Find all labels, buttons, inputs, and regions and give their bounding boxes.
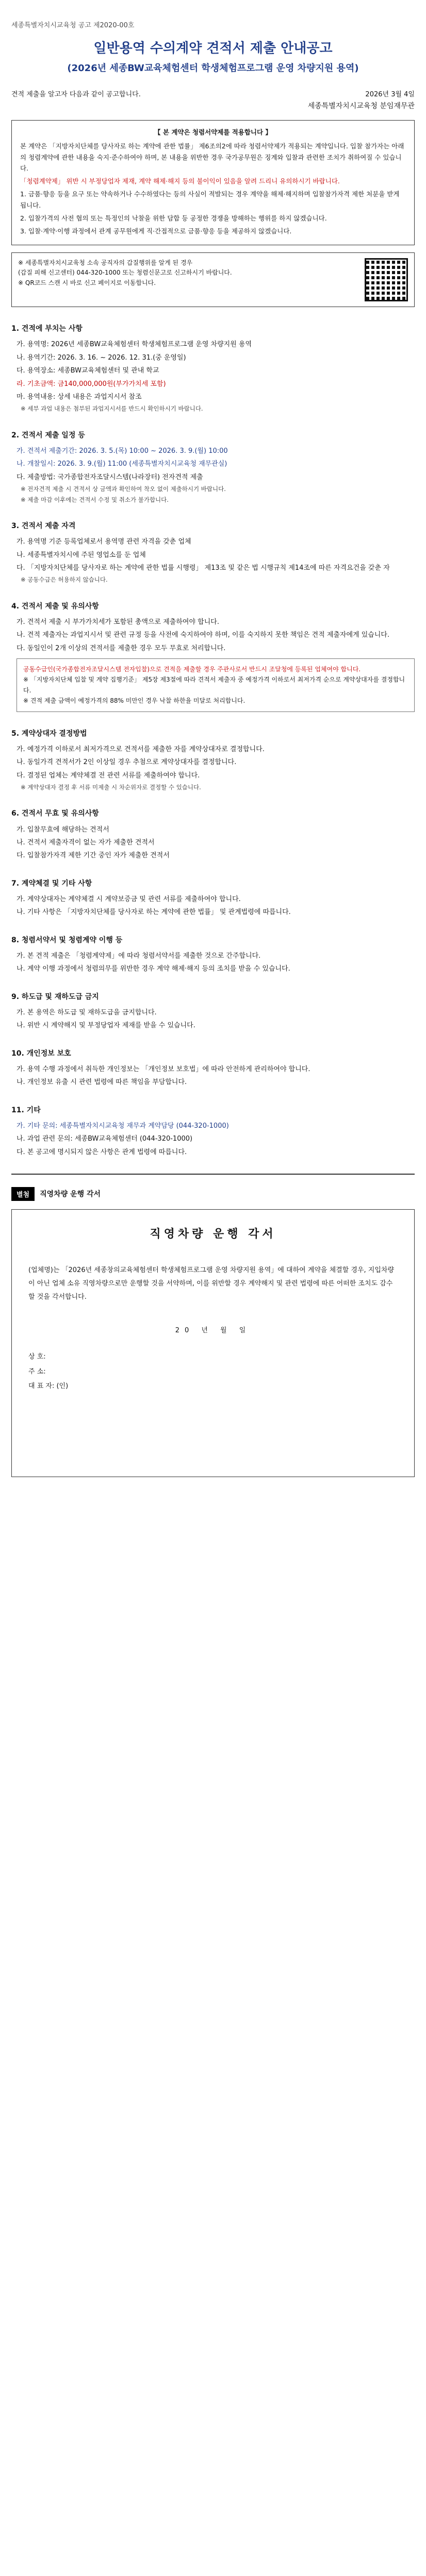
annex-title: 직영차량 운행 각서 [40,1190,101,1199]
section-line: 나. 용역기간: 2026. 3. 16. ~ 2026. 12. 31.(중 운영일) [17,353,186,362]
section-note: ※ 계약상대자 결정 후 서류 미제출 시 차순위자로 결정할 수 있습니다. [21,783,201,791]
form-company: 상 호: [28,1352,46,1361]
section-line: 나. 동일가격 견적서가 2인 이상일 경우 추첨으로 계약상대자를 결정합니다. [17,758,237,767]
section-line: 가. 본 용역은 하도급 및 재하도급을 금지합니다. [17,1008,157,1016]
intro-text: 견적 제출을 알고자 다음과 같이 공고합니다. [11,91,141,98]
section-line: 다. 입찰참가자격 제한 기간 중인 자가 제출한 견적서 [17,852,170,860]
annex-section [11,1187,415,1477]
section-line: 나. 개인정보 유출 시 관련 법령에 따른 책임을 부담합니다. [17,1078,187,1087]
report-line: ※ 세종특별자치시교육청 소속 공직자의 갑질행위를 알게 된 경우 [18,259,193,267]
section-4 [11,600,415,712]
section-inner-box [17,658,415,712]
section-line: 가. 용역명: 2026년 세종BW교육체험센터 학생체험프로그램 운영 차량지원 용역 [17,341,252,349]
section-line: 나. 위반 시 계약해지 및 부정당업자 제재를 받을 수 있습니다. [17,1022,195,1030]
section-title: 6. 견적서 무효 및 유의사항 [11,809,99,818]
section-3 [11,520,415,585]
section-line: 마. 용역내용: 상세 내용은 과업지시서 참조 [17,393,142,401]
section-line: 다. 결정된 업체는 계약체결 전 관련 서류를 제출하여야 합니다. [17,771,200,779]
notice-number: 세종특별자치시교육청 공고 제2020-00호 [11,22,135,29]
inner-line: ※ 「지방자치단체 입찰 및 계약 집행기준」 제5장 제3절에 따라 견적서 제출자 중 예정가격 이하로서 최저가격 순으로 계약상대자를 결정합니다. [23,676,405,694]
integrity-item: 3. 입찰·계약·이행 과정에서 관계 공무원에게 직·간접적으로 금품·향응 등을 제공하지 않겠습니다. [20,227,292,235]
section-line: 나. 계약 이행 과정에서 청렴의무를 위반한 경우 계약 해제·해지 등의 조치를 받을 수 있습니다. [17,965,290,973]
annex-header [11,1187,415,1201]
section-title: 4. 견적서 제출 및 유의사항 [11,602,99,611]
form-ceo: 대 표 자: (인) [28,1382,69,1391]
section-line: 가. 용역명 기준 등록업체로서 용역명 관련 자격을 갖춘 업체 [17,538,191,546]
section-2 [11,429,415,504]
section-line: 나. 과업 관련 문의: 세종BW교육체험센터 (044-320-1000) [17,1135,193,1143]
section-note: ※ 전자견적 제출 시 견적서 상 금액과 확인하여 착오 없이 제출하시기 바랍니다. [21,485,226,493]
section-7 [11,877,415,919]
section-line: 가. 견적서 제출기간: 2026. 3. 5.(목) 10:00 ~ 2026. 3. 9.(월) 10:00 [17,447,228,455]
inner-line: ※ 견적 제출 금액이 예정가격의 88% 미만인 경우 낙찰 하한율 미달로 처리합니다. [23,697,245,705]
integrity-warning: 「청렴계약제」 위반 시 부정당업자 제재, 계약 해제·해지 등의 불이익이 있음을 알려 드리니 유의하시기 바랍니다. [20,177,340,185]
section-title: 8. 청렴서약서 및 청렴계약 이행 등 [11,936,123,944]
integrity-notice-paragraph: 본 계약은 「지방자치단체를 당사자로 하는 계약에 관한 법률」 제6조의2에 따라 청렴서약제가 적용되는 계약입니다. 입찰 참가자는 아래의 청렴계약에 관한 내용을 숙지·준수하여야 하며, 본 내용을 위반한 경우 국가공무원은 징계와 입찰과 관련한 조치가 취하여질 수 있습니다. [20,142,404,172]
section-line: 가. 용역 수행 과정에서 취득한 개인정보는 「개인정보 보호법」에 따라 안전하게 관리하여야 합니다. [17,1065,310,1073]
section-line: 가. 본 견적 제출은 「청렴계약제」에 따라 청렴서약서를 제출한 것으로 간주합니다. [17,952,261,960]
form-address: 주 소: [28,1367,46,1376]
section-line: 나. 세종특별자치시에 주된 영업소를 둔 업체 [17,551,146,559]
integrity-notice-box [11,120,415,245]
form-signature-block [28,1350,398,1394]
section-title: 10. 개인정보 보호 [11,1049,71,1058]
annex-badge: 별첨 [11,1187,35,1201]
section-9 [11,991,415,1032]
section-line: 가. 견적서 제출 시 부가가치세가 포함된 총액으로 제출하여야 합니다. [17,618,219,626]
section-line: 가. 기타 문의: 세종특별자치시교육청 재무과 계약담당 (044-320-1000) [17,1122,229,1130]
section-line: 다. 「지방자치단체를 당사자로 하는 계약에 관한 법률 시행령」 제13조 및 같은 법 시행규칙 제14조에 따른 자격요건을 갖춘 자 [17,564,390,572]
section-8 [11,934,415,975]
section-note: ※ 제출 마감 이후에는 견적서 수정 및 취소가 불가합니다. [21,496,169,503]
section-title: 1. 견적에 부치는 사항 [11,325,83,333]
intro-row [11,89,415,98]
form-title: 직영차량 운행 각서 [150,1227,276,1241]
inner-line: 공동수급인(국가종합전자조달시스템 전자입찰)으로 견적을 제출할 경우 주관사로서 반드시 조달청에 등록된 업체여야 합니다. [23,666,361,673]
section-11 [11,1104,415,1158]
section-1 [11,323,415,414]
qr-code-icon[interactable] [365,258,408,301]
section-line: 가. 계약상대자는 계약체결 시 계약보증금 및 관련 서류를 제출하여야 합니다. [17,895,241,903]
section-note: ※ 공동수급은 허용하지 않습니다. [21,576,108,584]
pledge-form [11,1209,415,1477]
form-date: 20 년 월 일 [175,1326,251,1334]
section-line: 나. 견적 제출자는 과업지시서 및 관련 규정 등을 사전에 숙지하여야 하며, 이를 숙지하지 못한 책임은 견적 제출자에게 있습니다. [17,631,390,639]
section-title: 5. 계약상대자 결정방법 [11,729,87,738]
section-line: 나. 견적서 제출자격이 없는 자가 제출한 견적서 [17,838,155,846]
report-line: ※ QR코드 스캔 시 바로 신고 페이지로 이동합니다. [18,279,156,286]
section-note: ※ 세부 과업 내용은 첨부된 과업지시서를 반드시 확인하시기 바랍니다. [21,405,203,413]
section-title: 11. 기타 [11,1106,41,1114]
section-title: 9. 하도급 및 재하도급 금지 [11,992,99,1001]
report-center-text [18,258,358,301]
section-5 [11,727,415,792]
section-line: 라. 기초금액: 금140,000,000원(부가가치세 포함) [17,380,166,388]
integrity-item: 2. 입찰가격의 사전 협의 또는 특정인의 낙찰을 위한 담합 등 공정한 경쟁을 방해하는 행위를 하지 않겠습니다. [20,214,327,222]
section-line: 나. 개찰일시: 2026. 3. 9.(월) 11:00 (세종특별자치시교육청 재무관실) [17,460,227,468]
integrity-item: 1. 금품·향응 등을 요구 또는 약속하거나 수수하였다는 등의 사실이 적발되는 경우 계약을 해제·해지하며 입찰참가자격 제한 처분을 받게 됩니다. [20,190,400,209]
section-line: 나. 기타 사항은 「지방자치단체를 당사자로 하는 계약에 관한 법률」 및 관계법령에 따릅니다. [17,908,291,917]
section-divider [11,1174,415,1175]
section-line: 가. 입찰무효에 해당하는 견적서 [17,825,109,834]
section-title: 3. 견적서 제출 자격 [11,521,76,530]
notice-date: 2026년 3월 4일 [365,91,415,98]
section-6 [11,807,415,861]
integrity-notice-title: 【 본 계약은 청렴서약제를 적용합니다 】 [154,128,272,136]
section-line: 다. 본 공고에 명시되지 않은 사항은 관계 법령에 따릅니다. [17,1148,187,1156]
report-line: (갑질 피해 신고센터) 044-320-1000 또는 청렴신문고로 신고하시기 바랍니다. [18,269,232,277]
notice-page [11,0,415,1477]
issuing-organization: 세종특별자치시교육청 분임재무관 [307,102,415,110]
report-center-box [11,252,415,307]
section-title: 7. 계약체결 및 기타 사항 [11,879,92,888]
section-line: 다. 동일인이 2개 이상의 견적서를 제출한 경우 모두 무효로 처리합니다. [17,644,226,652]
section-line: 다. 용역장소: 세종BW교육체험센터 및 관내 학교 [17,367,159,375]
section-line: 가. 예정가격 이하로서 최저가격으로 견적서를 제출한 자를 계약상대자로 결정합니다. [17,745,265,753]
section-10 [11,1047,415,1089]
section-line: 다. 제출방법: 국가종합전자조달시스템(나라장터) 전자견적 제출 [17,473,203,481]
page-subtitle: (2026년 세종BW교육체험센터 학생체험프로그램 운영 차량지원 용역) [67,63,359,74]
page-title: 일반용역 수의계약 견적서 제출 안내공고 [93,41,333,56]
section-title: 2. 견적서 제출 일정 등 [11,431,85,439]
form-body: (업체명)는 「2026년 세종창의교육체험센터 학생체험프로그램 운영 차량지원 용역」에 대하여 계약을 체결할 경우, 지입차량이 아닌 업체 소유 직영차량으로만 운행할 것을 서약하며, 이를 위반할 경우 계약해지 및 관련 법령에 따른 어떠한 조치도 감수할 것을 각서합니다. [28,1266,395,1301]
